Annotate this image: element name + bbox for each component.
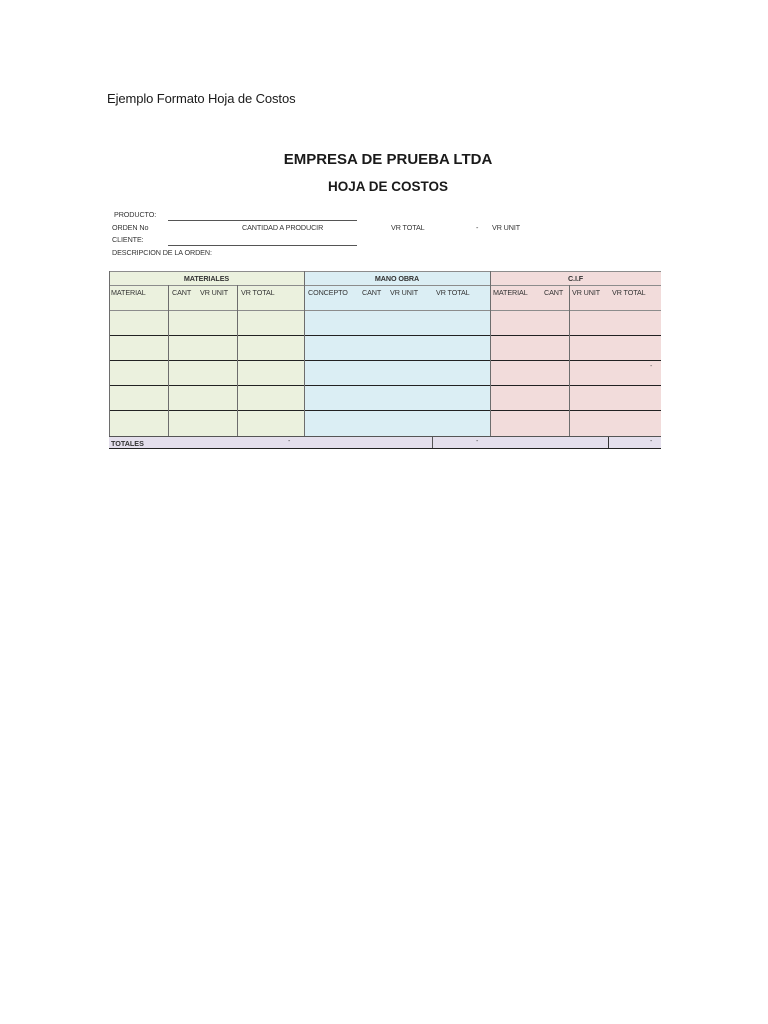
materiales-total: -: [288, 438, 291, 445]
producto-line[interactable]: [168, 220, 357, 221]
col-header-concepto: CONCEPTO: [308, 288, 348, 297]
vr-total-label: VR TOTAL: [391, 223, 425, 232]
orden-label: ORDEN No: [112, 223, 149, 232]
totals-divider: [608, 437, 609, 448]
totals-row: [109, 436, 661, 449]
col-header-vr-total: VR TOTAL: [436, 288, 470, 297]
col-header-cant: CANT: [362, 288, 382, 297]
cantidad-label: CANTIDAD A PRODUCIR: [242, 223, 324, 232]
col-header-vr-unit: VR UNIT: [572, 288, 601, 297]
sheet-title: HOJA DE COSTOS: [327, 179, 449, 194]
totals-label: TOTALES: [111, 439, 144, 448]
table-top-border: [109, 271, 661, 272]
col-header-material: MATERIAL: [111, 288, 146, 297]
col-header-cant: CANT: [172, 288, 192, 297]
mano-obra-title: MANO OBRA: [374, 274, 420, 283]
producto-label: PRODUCTO:: [114, 210, 157, 219]
cliente-label: CLIENTE:: [112, 235, 144, 244]
col-header-cant: CANT: [544, 288, 564, 297]
totals-divider: [432, 437, 433, 448]
table-row[interactable]: [109, 385, 661, 410]
materiales-title: MATERIALES: [183, 274, 230, 283]
col-header-material: MATERIAL: [493, 288, 528, 297]
table-row[interactable]: [109, 360, 661, 385]
cost-table: [109, 271, 661, 449]
table-row[interactable]: [109, 335, 661, 360]
header-divider: [109, 285, 661, 286]
col-header-vr-total: VR TOTAL: [241, 288, 275, 297]
cliente-line[interactable]: [168, 245, 357, 246]
col-header-vr-unit: VR UNIT: [200, 288, 229, 297]
vr-unit-label: VR UNIT: [492, 223, 521, 232]
mano-obra-total: -: [476, 438, 479, 445]
cif-total: -: [650, 438, 653, 445]
cif-vr-total-cell: -: [650, 363, 653, 370]
company-name: EMPRESA DE PRUEBA LTDA: [283, 151, 493, 168]
table-row[interactable]: [109, 310, 661, 335]
col-header-vr-total: VR TOTAL: [612, 288, 646, 297]
descripcion-label: DESCRIPCION DE LA ORDEN:: [112, 248, 212, 257]
col-header-vr-unit: VR UNIT: [390, 288, 419, 297]
table-row[interactable]: [109, 410, 661, 436]
vr-total-value: -: [476, 223, 479, 232]
cif-title: C.I.F: [567, 274, 584, 283]
document-caption: Ejemplo Formato Hoja de Costos: [107, 91, 296, 106]
